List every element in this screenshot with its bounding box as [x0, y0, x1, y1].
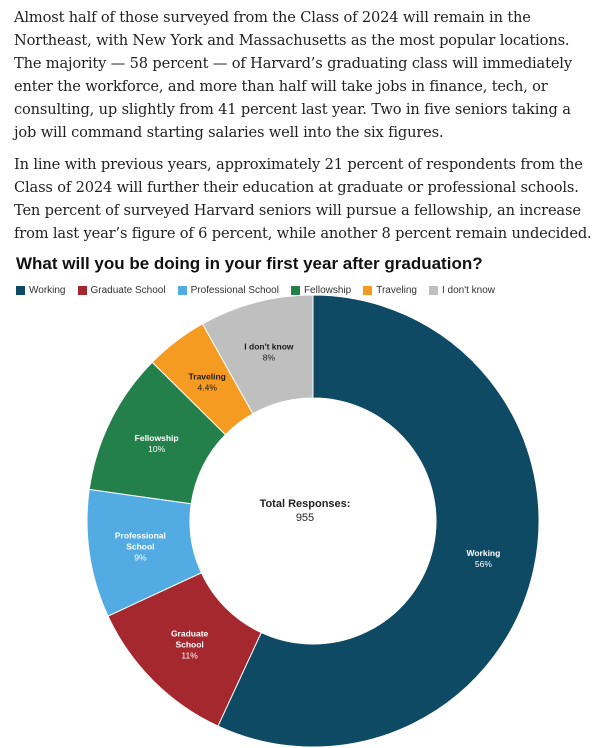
- slice-value-label: 10%: [148, 444, 166, 455]
- slice-label: Professional: [114, 530, 166, 541]
- slice-value-label: 9%: [134, 552, 147, 563]
- slice-label: Traveling: [188, 371, 226, 382]
- slice-value-label: 8%: [262, 352, 276, 363]
- slice-label: I don't know: [244, 341, 294, 352]
- donut-chart: [0, 276, 610, 748]
- slice-label: Fellowship: [134, 433, 179, 444]
- slice-label: School: [126, 541, 155, 552]
- article-paragraph-1: Almost half of those surveyed from the Class of 2024 will remain in the Northeast, with New York and Massachusetts as the most popular locations. The majority — 58 percent — of Harvard’s graduating class will immediately enter the workforce, and more than half will take jobs in finance, tech, or consulting, up slightly from 41 percent last year. Two in five seniors taking a job will command starting salaries well into the six figures.: [14, 9, 572, 141]
- center-label: Total Responses:: [259, 498, 351, 510]
- legend-label: Working: [29, 284, 66, 296]
- legend-label: Graduate School: [90, 284, 166, 296]
- article-paragraph-2: In line with previous years, approximately 21 percent of respondents from the Class of 2024 will further their education at graduate or professional schools. Ten percent of surveyed Harvard seniors will pursue a fellowship, an increase from last year’s figure of 6 percent, while another 8 percent remain undecided.: [14, 156, 592, 242]
- chart-title: What will you be doing in your first year after graduation?: [16, 254, 483, 273]
- legend-label: Professional School: [190, 284, 279, 296]
- legend-label: Traveling: [376, 284, 417, 296]
- slice-value-label: 11%: [181, 650, 198, 661]
- slice-value-label: 56%: [474, 559, 492, 570]
- legend-label: I don't know: [441, 284, 496, 296]
- chart-area: [0, 276, 610, 748]
- slice-label: Working: [466, 548, 501, 559]
- slice-value-label: 4.4%: [197, 382, 217, 393]
- center-value: 955: [295, 512, 315, 524]
- legend-label: Fellowship: [303, 284, 352, 296]
- slice-label: Graduate: [170, 628, 209, 639]
- article: [0, 0, 610, 298]
- slice-label: School: [175, 639, 204, 650]
